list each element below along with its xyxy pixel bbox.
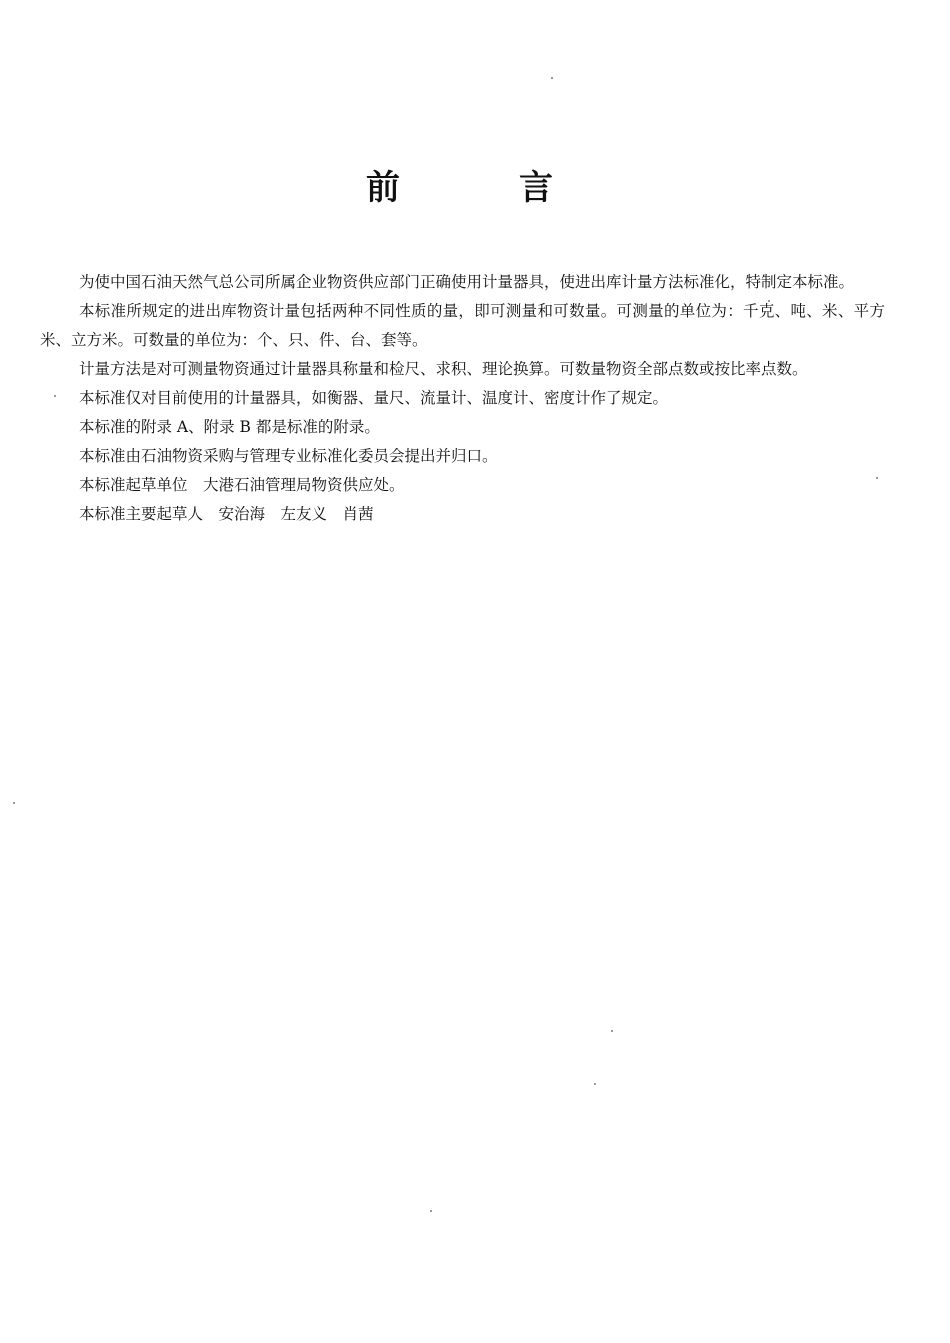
title-char-1: 前 bbox=[366, 168, 400, 208]
paragraph-appendix: 本标准的附录 A、附录 B 都是标准的附录。 bbox=[79, 418, 380, 436]
scan-speck bbox=[54, 395, 56, 397]
paragraph-instruments: 本标准仅对目前使用的计量器具，如衡器、量尺、流量计、温度计、密度计作了规定。 bbox=[79, 389, 669, 407]
paragraph-drafting-unit: 本标准起草单位 大港石油管理局物资供应处。 bbox=[79, 476, 405, 494]
title-char-2: 言 bbox=[519, 168, 553, 208]
paragraph-scope: 本标准所规定的进出库物资计量包括两种不同性质的量，即可测量和可数量。可测量的单位为：千克、吨、米、平方米、立方米。可数量的单位为：个、只、件、台、套等。 bbox=[40, 302, 885, 349]
paragraph-method: 计量方法是对可测量物资通过计量器具称量和检尺、求积、理论换算。可数量物资全部点数或按比率点数。 bbox=[79, 360, 808, 378]
scan-speck bbox=[768, 300, 770, 302]
paragraph-purpose: 为使中国石油天然气总公司所属企业物资供应部门正确使用计量器具，使进出库计量方法标准化，特制定本标准。 bbox=[79, 273, 855, 291]
scan-speck bbox=[13, 802, 15, 804]
paragraph-drafters: 本标准主要起草人 安治海 左友义 肖茜 bbox=[79, 505, 374, 523]
paragraph-proposer: 本标准由石油物资采购与管理专业标准化委员会提出并归口。 bbox=[79, 447, 498, 465]
scan-speck bbox=[876, 477, 878, 479]
foreword-body bbox=[40, 268, 885, 529]
scan-speck bbox=[594, 1083, 596, 1085]
scan-speck bbox=[611, 1030, 613, 1032]
scan-speck bbox=[430, 1210, 432, 1212]
scan-speck bbox=[551, 77, 553, 79]
